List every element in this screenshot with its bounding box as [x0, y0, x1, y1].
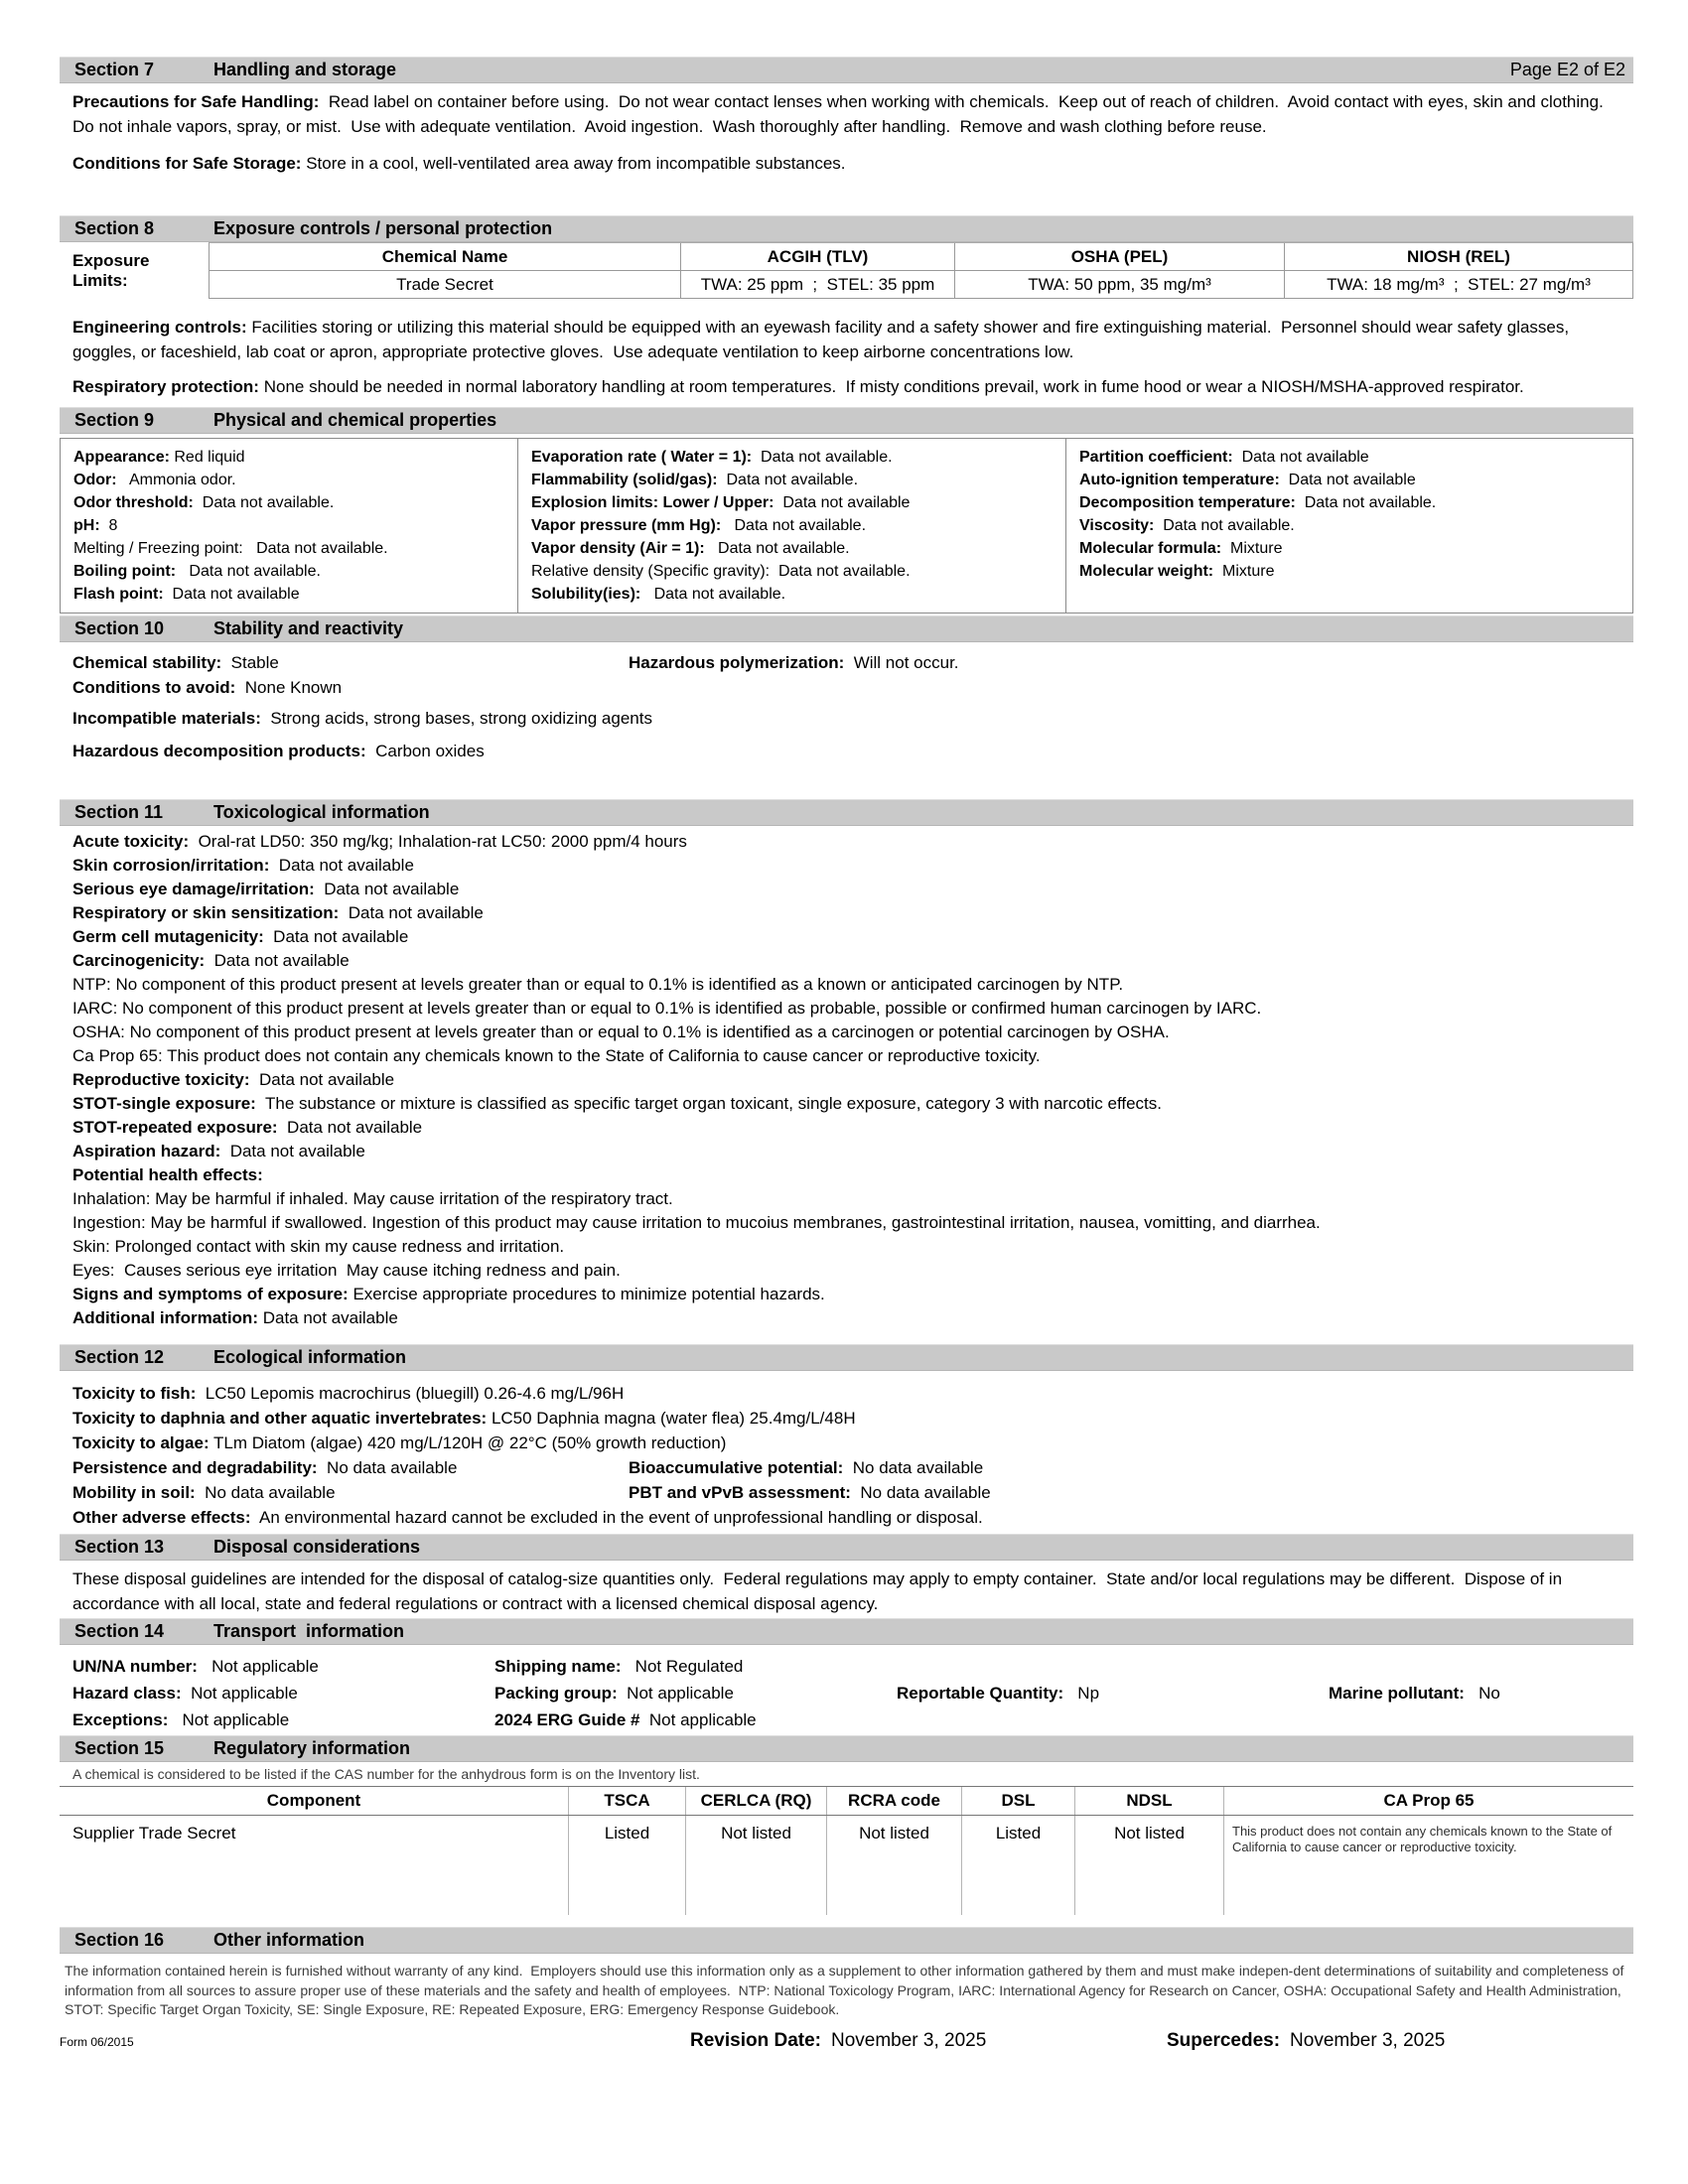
- cell-rcra: Not listed: [826, 1816, 961, 1915]
- page-number: Page E2 of E2: [1509, 60, 1625, 79]
- engineering-controls-label: Engineering controls:: [72, 318, 247, 337]
- cell-osha: TWA: 50 ppm, 35 mg/m³: [954, 271, 1284, 298]
- inhalation-line: Inhalation: May be harmful if inhaled. May cause irritation of the respiratory tract.: [72, 1189, 673, 1208]
- reproductive-toxicity-line: Reproductive toxicity: Data not available: [72, 1070, 395, 1089]
- col-cerlca: CERLCA (RQ): [685, 1787, 826, 1815]
- property-ph: pH: 8: [73, 517, 118, 534]
- regulatory-note: A chemical is considered to be listed if the CAS number for the anhydrous form is on the Inventory list.: [72, 1766, 700, 1782]
- hazard-class-line: Hazard class: Not applicable: [72, 1684, 298, 1703]
- revision-date-value: November 3, 2025: [830, 2029, 987, 2051]
- stot-repeated-line: STOT-repeated exposure: Data not available: [72, 1118, 423, 1137]
- cell-dsl: Listed: [961, 1816, 1074, 1915]
- toxicological-info-block: [60, 830, 1633, 1330]
- section-8-id: Section 8: [74, 218, 155, 238]
- section-10-id: Section 10: [74, 618, 165, 638]
- exposure-limits-table: [209, 242, 1633, 299]
- property-solubility: Solubility(ies): Data not available.: [531, 586, 786, 603]
- regulatory-table-header-row: [60, 1787, 1633, 1816]
- exposure-limits-block: [60, 242, 1633, 299]
- cell-component: Supplier Trade Secret: [72, 1824, 236, 1843]
- property-odor: Odor: Ammonia odor.: [73, 472, 236, 488]
- property-autoignition: Auto-ignition temperature: Data not available: [1079, 472, 1416, 488]
- property-viscosity: Viscosity: Data not available.: [1079, 517, 1295, 534]
- ecological-info-block: [60, 1381, 1633, 1530]
- property-relative-density: Relative density (Specific gravity): Data not available.: [531, 563, 911, 580]
- skin-corrosion-line: Skin corrosion/irritation: Data not available: [72, 856, 414, 875]
- skin-line: Skin: Prolonged contact with skin my cause redness and irritation.: [72, 1237, 565, 1256]
- property-odor-threshold: Odor threshold: Data not available.: [73, 494, 335, 511]
- iarc-line: IARC: No component of this product present at levels greater than or equal to 0.1% is identified as probable, possible or confirmed human carcinogen by IARC.: [72, 999, 1262, 1018]
- pbt-line: PBT and vPvB assessment: No data available: [629, 1483, 991, 1502]
- section-13-id: Section 13: [74, 1537, 165, 1557]
- section-13-title: Disposal considerations: [213, 1537, 421, 1557]
- persistence-row: [60, 1455, 1633, 1480]
- supercedes-label: Supercedes:: [1167, 2029, 1281, 2051]
- col-dsl: DSL: [961, 1787, 1074, 1815]
- section-11-bar: [60, 799, 1633, 826]
- sensitization-line: Respiratory or skin sensitization: Data not available: [72, 903, 484, 922]
- aspiration-hazard-line: Aspiration hazard: Data not available: [72, 1142, 365, 1160]
- section-11-title: Toxicological information: [213, 802, 430, 822]
- section-14-id: Section 14: [74, 1621, 165, 1641]
- stability-row: [60, 650, 1633, 675]
- section-14-bar: [60, 1618, 1633, 1645]
- storage-label: Conditions for Safe Storage:: [72, 154, 302, 173]
- property-melting-point: Melting / Freezing point: Data not available.: [73, 540, 388, 557]
- packing-group-line: Packing group: Not applicable: [494, 1684, 734, 1703]
- property-appearance: Appearance: Red liquid: [73, 449, 245, 466]
- col-caprop65: CA Prop 65: [1223, 1787, 1633, 1815]
- mobility-line: Mobility in soil: No data available: [72, 1483, 336, 1502]
- col-niosh: NIOSH (REL): [1284, 243, 1632, 270]
- revision-date-label: Revision Date:: [690, 2029, 821, 2051]
- section-12-bar: [60, 1344, 1633, 1371]
- section-13-bar: [60, 1534, 1633, 1561]
- storage-text: Store in a cool, well-ventilated area away from incompatible substances.: [301, 154, 846, 173]
- property-flammability: Flammability (solid/gas): Data not available.: [531, 472, 859, 488]
- section-14-title: Transport information: [213, 1621, 405, 1641]
- property-boiling-point: Boiling point: Data not available.: [73, 563, 321, 580]
- property-vapor-pressure: Vapor pressure (mm Hg): Data not available.: [531, 517, 867, 534]
- toxicity-daphnia-line: Toxicity to daphnia and other aquatic invertebrates: LC50 Daphnia magna (water flea) 25.4mg/L/48H: [72, 1409, 856, 1428]
- unna-number-line: UN/NA number: Not applicable: [72, 1657, 319, 1676]
- ntp-line: NTP: No component of this product present at levels greater than or equal to 0.1% is identified as a known or anticipated carcinogen by NTP.: [72, 975, 1124, 994]
- col-component: Component: [266, 1791, 361, 1810]
- precautions-text: Read label on container before using. Do not wear contact lenses when working with chemicals. Keep out of reach of children. Avoid contact with eyes, skin and clothing. Do not inhale vapors, spray, or mist. Use with adequate ventilation. Avoid ingestion. Wash thoroughly after handling. Remove and wash clothing before reuse.: [72, 92, 1614, 136]
- cell-acgih: TWA: 25 ppm ; STEL: 35 ppm: [680, 271, 954, 298]
- supercedes-value: November 3, 2025: [1290, 2029, 1446, 2051]
- physical-properties-col1: [61, 439, 517, 613]
- physical-properties-col2: [517, 439, 1065, 613]
- section-10-title: Stability and reactivity: [213, 618, 404, 638]
- precautions-label: Precautions for Safe Handling:: [72, 92, 320, 111]
- property-partition-coefficient: Partition coefficient: Data not available: [1079, 449, 1369, 466]
- conditions-to-avoid-line: Conditions to avoid: None Known: [72, 678, 343, 697]
- disposal-paragraph: These disposal guidelines are intended for the disposal of catalog-size quantities only. Federal regulations may apply to empty container. State and/or local regulations may be different. Dispose of in accordance with all local, state and federal regulations or contract with a licensed chemical disposal agency.: [72, 1570, 1567, 1613]
- section-9-bar: [60, 407, 1633, 434]
- transport-row-2: [60, 1680, 1633, 1706]
- ca-prop65-line: Ca Prop 65: This product does not contain any chemicals known to the State of California to cause cancer or reproductive toxicity.: [72, 1046, 1041, 1065]
- hazardous-decomposition-line: Hazardous decomposition products: Carbon oxides: [72, 742, 485, 760]
- cell-caprop65: This product does not contain any chemicals known to the State of California to cause cancer or reproductive toxicity.: [1223, 1816, 1633, 1915]
- physical-properties-col3: [1065, 439, 1632, 613]
- carcinogenicity-line: Carcinogenicity: Data not available: [72, 951, 350, 970]
- section-8-title: Exposure controls / personal protection: [213, 218, 553, 238]
- chemical-stability-line: Chemical stability: Stable: [72, 653, 279, 672]
- incompatible-materials-line: Incompatible materials: Strong acids, strong bases, strong oxidizing agents: [72, 709, 652, 728]
- exceptions-line: Exceptions: Not applicable: [72, 1710, 290, 1729]
- respiratory-protection-paragraph: Respiratory protection: None should be needed in normal laboratory handling at room temperatures. If misty conditions prevail, work in fume hood or wear a NIOSH/MSHA-approved respirator.: [72, 377, 1524, 396]
- signs-symptoms-line: Signs and symptoms of exposure: Exercise appropriate procedures to minimize potential hazards.: [72, 1285, 825, 1303]
- section-12-id: Section 12: [74, 1347, 165, 1367]
- property-decomposition-temp: Decomposition temperature: Data not available.: [1079, 494, 1437, 511]
- col-tsca: TSCA: [568, 1787, 685, 1815]
- reportable-quantity-line: Reportable Quantity: Np: [897, 1684, 1100, 1703]
- toxicity-algae-line: Toxicity to algae: TLm Diatom (algae) 420 mg/L/120H @ 22°C (50% growth reduction): [72, 1433, 727, 1452]
- property-explosion-limits: Explosion limits: Lower / Upper: Data not available: [531, 494, 911, 511]
- persistence-line: Persistence and degradability: No data available: [72, 1458, 458, 1477]
- property-molecular-weight: Molecular weight: Mixture: [1079, 563, 1275, 580]
- transport-row-3: [60, 1706, 1633, 1733]
- section-16-bar: [60, 1927, 1633, 1954]
- ingestion-line: Ingestion: May be harmful if swallowed. Ingestion of this product may cause irritation to mucoius membranes, gastrointestinal irritation, nausea, vomitting, and diarrhea.: [72, 1213, 1321, 1232]
- page-footer: [60, 2030, 1633, 2052]
- exposure-table-data-row: [210, 270, 1632, 298]
- section-9-id: Section 9: [74, 410, 155, 430]
- cell-niosh: TWA: 18 mg/m³ ; STEL: 27 mg/m³: [1284, 271, 1632, 298]
- additional-info-line: Additional information: Data not available: [72, 1308, 398, 1327]
- storage-paragraph: [60, 151, 1633, 176]
- legal-disclaimer: The information contained herein is furnished without warranty of any kind. Employers should use this information only as a supplement to other information gathered by them and must make indepen-dent determinations of suitability and completeness of information from all sources to assure proper use of these materials and the safety and health of employees. NTP: National Toxicology Program, IARC: International Agency for Research on Cancer, OSHA: Occupational Safety and Health Administration, STOT: Specific Target Organ Toxicity, SE: Single Exposure, RE: Repeated Exposure, ERG: Emergency Response Guidebook.: [65, 1963, 1628, 2017]
- cell-cerlca: Not listed: [685, 1816, 826, 1915]
- property-flash-point: Flash point: Data not available: [73, 586, 300, 603]
- cell-ndsl: Not listed: [1074, 1816, 1223, 1915]
- osha-line: OSHA: No component of this product present at levels greater than or equal to 0.1% is identified as a carcinogen or potential carcinogen by OSHA.: [72, 1023, 1170, 1041]
- acute-toxicity-line: Acute toxicity: Oral-rat LD50: 350 mg/kg; Inhalation-rat LC50: 2000 ppm/4 hours: [72, 832, 687, 851]
- erg-guide-line: 2024 ERG Guide # Not applicable: [494, 1710, 757, 1729]
- exposure-limits-label: Exposure Limits:: [72, 250, 150, 290]
- toxicity-fish-line: Toxicity to fish: LC50 Lepomis macrochirus (bluegill) 0.26-4.6 mg/L/96H: [72, 1384, 625, 1403]
- col-ndsl: NDSL: [1074, 1787, 1223, 1815]
- property-evaporation-rate: Evaporation rate ( Water = 1): Data not available.: [531, 449, 893, 466]
- section-10-bar: [60, 615, 1633, 642]
- section-11-id: Section 11: [74, 802, 164, 822]
- section-15-title: Regulatory information: [213, 1738, 411, 1758]
- regulatory-table: [60, 1786, 1633, 1915]
- eye-damage-line: Serious eye damage/irritation: Data not available: [72, 880, 460, 898]
- shipping-name-line: Shipping name: Not Regulated: [494, 1657, 744, 1676]
- revision-date-group: [690, 2030, 1167, 2052]
- section-8-bar: [60, 215, 1633, 242]
- supercedes-group: [1167, 2030, 1445, 2052]
- col-chemical-name: Chemical Name: [381, 246, 508, 266]
- section-15-id: Section 15: [74, 1738, 165, 1758]
- section-7-id: Section 7: [74, 60, 155, 79]
- precautions-paragraph: [60, 89, 1633, 139]
- section-7-title: Handling and storage: [213, 60, 397, 79]
- section-15-bar: [60, 1735, 1633, 1762]
- section-9-title: Physical and chemical properties: [213, 410, 497, 430]
- physical-properties-box: [60, 438, 1633, 614]
- mobility-row: [60, 1480, 1633, 1505]
- hazardous-polymerization-line: Hazardous polymerization: Will not occur.: [629, 653, 959, 672]
- transport-row-1: [60, 1653, 1633, 1680]
- stot-single-line: STOT-single exposure: The substance or mixture is classified as specific target organ toxicant, single exposure, category 3 with narcotic effects.: [72, 1094, 1162, 1113]
- cell-chemical-name: Trade Secret: [396, 274, 493, 294]
- col-rcra: RCRA code: [826, 1787, 961, 1815]
- section-16-id: Section 16: [74, 1930, 165, 1950]
- section-16-title: Other information: [213, 1930, 364, 1950]
- other-adverse-effects-line: Other adverse effects: An environmental hazard cannot be excluded in the event of unprofessional handling or disposal.: [72, 1508, 983, 1527]
- form-number: Form 06/2015: [60, 2034, 134, 2049]
- respiratory-protection-label: Respiratory protection:: [72, 377, 259, 396]
- property-vapor-density: Vapor density (Air = 1): Data not available.: [531, 540, 850, 557]
- section-7-bar: [60, 57, 1633, 83]
- property-molecular-formula: Molecular formula: Mixture: [1079, 540, 1283, 557]
- cell-tsca: Listed: [568, 1816, 685, 1915]
- section-12-title: Ecological information: [213, 1347, 407, 1367]
- bioaccumulative-line: Bioaccumulative potential: No data available: [629, 1458, 984, 1477]
- regulatory-table-data-row: [60, 1816, 1633, 1915]
- col-osha: OSHA (PEL): [954, 243, 1284, 270]
- mutagenicity-line: Germ cell mutagenicity: Data not available: [72, 927, 409, 946]
- marine-pollutant-line: Marine pollutant: No: [1329, 1684, 1500, 1703]
- transport-info-block: [60, 1653, 1633, 1733]
- engineering-controls-paragraph: Engineering controls: Facilities storing or utilizing this material should be equipped with an eyewash facility and a safety shower and fire extinguishing material. Personnel should wear safety glasses, goggles, or faceshield, lab coat or apron, appropriate protective gloves. Use adequate ventilation to keep airborne concentrations low.: [72, 318, 1574, 361]
- potential-health-effects-line: Potential health effects:: [72, 1165, 263, 1184]
- exposure-table-header-row: [210, 243, 1632, 270]
- col-acgih: ACGIH (TLV): [680, 243, 954, 270]
- eyes-line: Eyes: Causes serious eye irritation May cause itching redness and pain.: [72, 1261, 621, 1280]
